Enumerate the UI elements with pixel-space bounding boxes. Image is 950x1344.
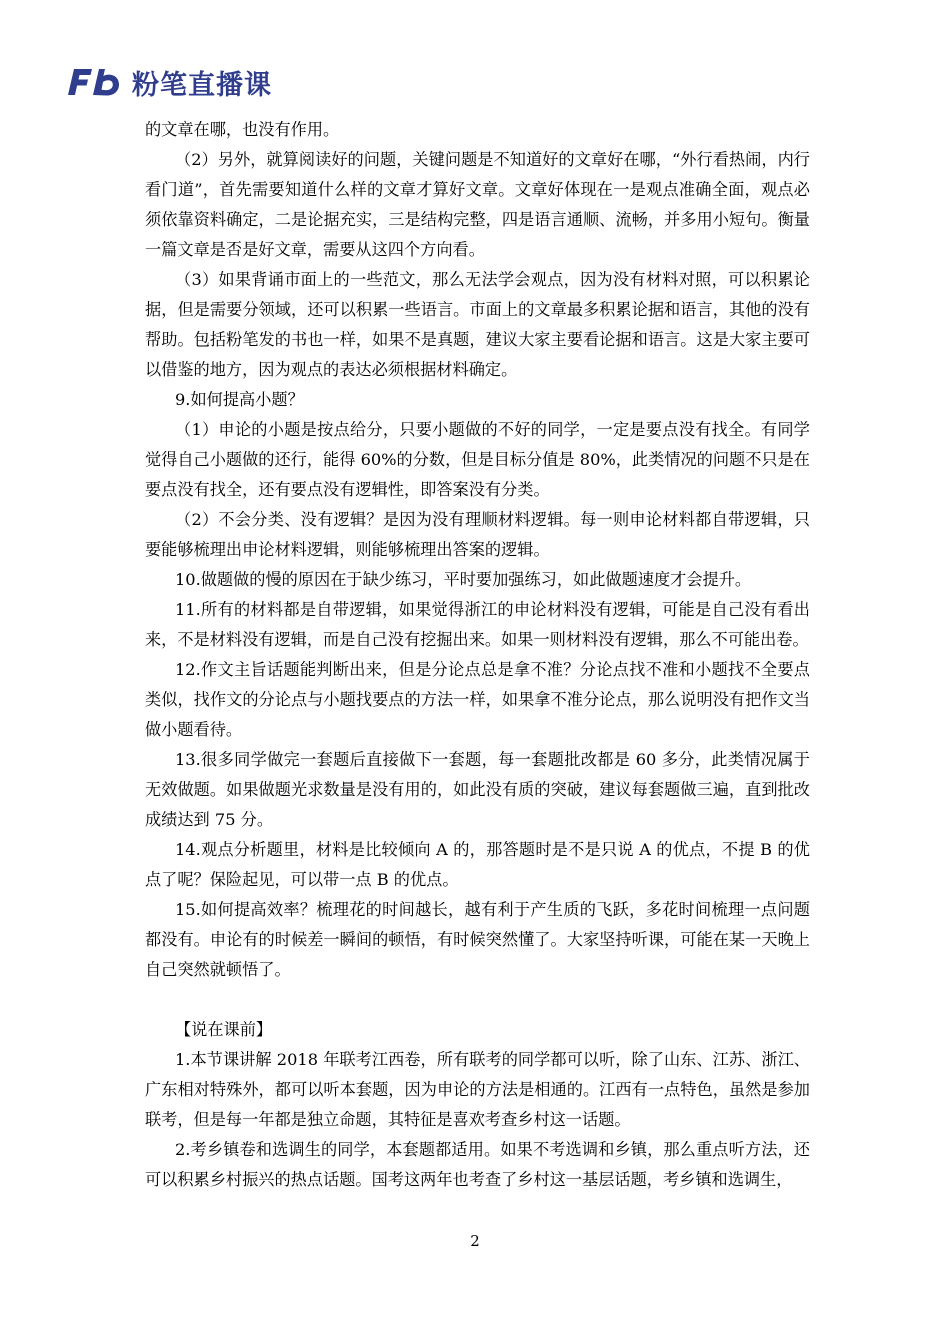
paragraph: （1）申论的小题是按点给分，只要小题做的不好的同学，一定是要点没有找全。有同学觉得自己小题做的还行，能得 60%的分数，但是目标分值是 80%，此类情况的问题不只是在要点没有找全，还有要点没有逻辑性，即答案没有分类。 [145,420,810,499]
section-title: 【说在课前】 [175,1020,273,1039]
question-heading: 9.如何提高小题？ [175,390,304,409]
fenbi-fb-logo-icon [66,67,122,97]
spacer [145,985,810,1015]
paragraph: 的文章在哪，也没有作用。 [145,120,340,139]
paragraph: 15.如何提高效率？梳理花的时间越长，越有利于产生质的飞跃，多花时间梳理一点问题都没有。申论有的时候差一瞬间的顿悟，有时候突然懂了。大家坚持听课，可能在某一天晚上自己突然就顿悟了。 [145,900,810,979]
paragraph: 10.做题做的慢的原因在于缺少练习，平时要加强练习，如此做题速度才会提升。 [175,570,752,589]
paragraph: （3）如果背诵市面上的一些范文，那么无法学会观点，因为没有材料对照，可以积累论据，但是需要分领域，还可以积累一些语言。市面上的文章最多积累论据和语言，其他的没有帮助。包括粉笔发的书也一样，如果不是真题，建议大家主要看论据和语言。这是大家主要可以借鉴的地方，因为观点的表达必须根据材料确定。 [145,270,810,379]
paragraph: 13.很多同学做完一套题后直接做下一套题，每一套题批改都是 60 多分，此类情况属于无效做题。如果做题光求数量是没有用的，如此没有质的突破，建议每套题做三遍，直到批改成绩达到 75 分。 [145,750,810,829]
paragraph: （2）另外，就算阅读好的问题，关键问题是不知道好的文章好在哪，“外行看热闹，内行看门道”，首先需要知道什么样的文章才算好文章。文章好体现在一是观点准确全面，观点必须依靠资料确定，二是论据充实，三是结构完整，四是语言通顺、流畅，并多用小短句。衡量一篇文章是否是好文章，需要从这四个方向看。 [145,150,810,259]
paragraph: 12.作文主旨话题能判断出来，但是分论点总是拿不准？分论点找不准和小题找不全要点类似，找作文的分论点与小题找要点的方法一样，如果拿不准分论点，那么说明没有把作文当做小题看待。 [145,660,810,739]
logo-text: 粉笔直播课 [132,69,272,101]
section-paragraph: 2.考乡镇卷和选调生的同学，本套题都适用。如果不考选调和乡镇，那么重点听方法，还可以积累乡村振兴的热点话题。国考这两年也考查了乡村这一基层话题，考乡镇和选调生， [145,1140,810,1189]
section-paragraph: 1.本节课讲解 2018 年联考江西卷，所有联考的同学都可以听，除了山东、江苏、浙江、广东相对特殊外，都可以听本套题，因为申论的方法是相通的。江西有一点特色，虽然是参加联考，但是每一年都是独立命题，其特征是喜欢考查乡村这一话题。 [145,1050,810,1129]
paragraph: 11.所有的材料都是自带逻辑，如果觉得浙江的申论材料没有逻辑，可能是自己没有看出来，不是材料没有逻辑，而是自己没有挖掘出来。如果一则材料没有逻辑，那么不可能出卷。 [145,600,810,649]
paragraph: 14.观点分析题里，材料是比较倾向 A 的，那答题时是不是只说 A 的优点，不提 B 的优点了呢？保险起见，可以带一点 B 的优点。 [145,840,810,889]
page-number: 2 [470,1232,480,1250]
document-body [145,115,810,1195]
paragraph: （2）不会分类、没有逻辑？是因为没有理顺材料逻辑。每一则申论材料都自带逻辑，只要能够梳理出申论材料逻辑，则能够梳理出答案的逻辑。 [145,510,810,559]
header-logo [66,62,272,102]
